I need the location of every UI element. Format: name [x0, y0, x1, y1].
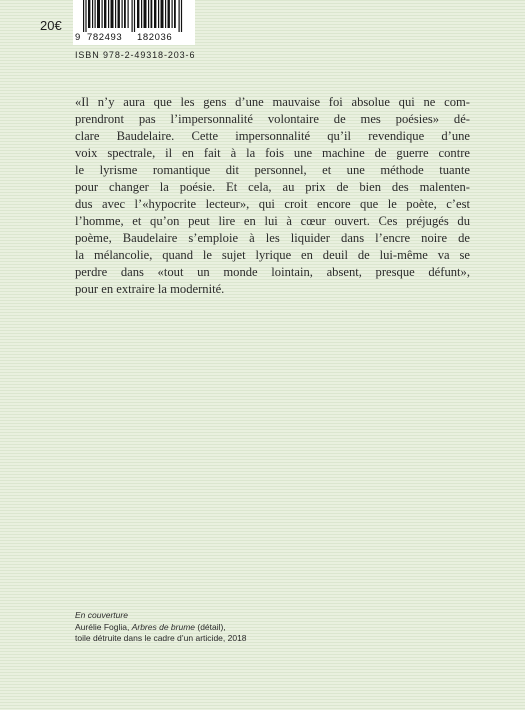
credit-artist: Aurélie Foglia,: [75, 621, 132, 632]
blurb-line: voix spectrale, il en fait à la fois une machine de guerre contre: [75, 146, 470, 160]
barcode: [73, 0, 195, 45]
blurb-line: perdre dans «tout un monde lointain, absent, presque défunt»,: [75, 265, 470, 279]
credit-artwork-title: Arbres de brume: [131, 621, 196, 632]
blurb-line: le lyrisme romantique dit personnel, et une méthode tuante: [75, 163, 470, 177]
credit-artwork-line: [75, 622, 247, 634]
blurb-line: l’homme, et qu’on peut lire en lui à cœur ouvert. Ces préjugés du: [75, 214, 470, 228]
barcode-group-2: 182036: [137, 32, 173, 43]
blurb-line: pour changer la poésie. Et cela, au prix de bien des malenten-: [75, 180, 470, 194]
barcode-bars-graphic: [83, 0, 185, 32]
cover-credit: [75, 610, 247, 645]
credit-detail: (détail),: [195, 621, 226, 632]
blurb-line: pour en extraire la modernité.: [75, 282, 225, 296]
blurb-line: dus avec l’«hypocrite lecteur», qui croit encore que le poète, c’est: [75, 197, 470, 211]
blurb-line: clare Baudelaire. Cette impersonnalité qu’il revendique d’une: [75, 129, 470, 143]
barcode-group-1: 782493: [87, 32, 123, 43]
back-cover-blurb: [75, 94, 470, 298]
blurb-line: la mélancolie, quand le sujet lyrique en deuil de lui-même va se: [75, 248, 470, 262]
barcode-lead-digit: 9: [75, 32, 81, 43]
credit-heading: En couverture: [75, 610, 128, 620]
price-label: 20€: [40, 18, 62, 33]
blurb-line: poème, Baudelaire s’emploie à les liquider dans l’encre noire de: [75, 231, 470, 245]
isbn-number: ISBN 978-2-49318-203-6: [75, 50, 196, 60]
blurb-line: «Il n’y aura que les gens d’une mauvaise foi absolue qui ne com-: [75, 95, 470, 109]
credit-note: toile détruite dans le cadre d’un articide, 2018: [75, 633, 247, 643]
blurb-line: prendront pas l’impersonnalité volontaire de mes poésies» dé-: [75, 112, 470, 126]
